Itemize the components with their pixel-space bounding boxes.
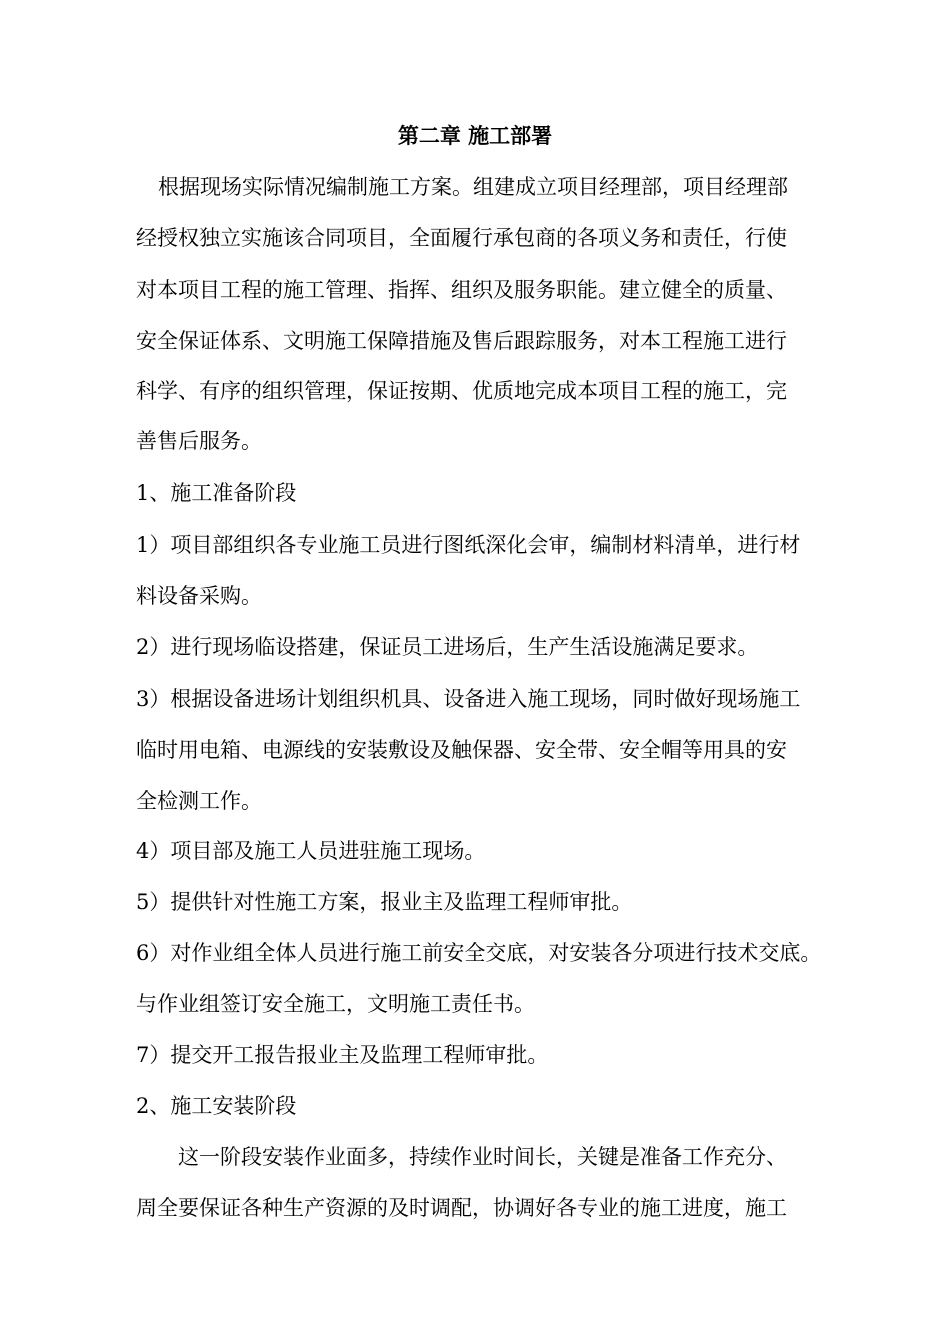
list-item: 4）项目部及施工人员进驻施工现场。 (136, 839, 486, 863)
list-item: 6）对作业组全体人员进行施工前安全交底，对安装各分项进行技术交底。 (136, 941, 822, 965)
paragraph-line: 这一阶段安装作业面多，持续作业时间长，关键是准备工作充分、 (178, 1145, 787, 1169)
paragraph-line: 安全保证体系、文明施工保障措施及售后跟踪服务，对本工程施工进行 (136, 329, 787, 353)
list-item: 1）项目部组织各专业施工员进行图纸深化会审，编制材料清单，进行材 (136, 533, 801, 557)
paragraph-line: 根据现场实际情况编制施工方案。组建成立项目经理部，项目经理部 (158, 175, 788, 199)
section-heading: 1、施工准备阶段 (136, 481, 297, 505)
list-item-continuation: 料设备采购。 (136, 584, 262, 608)
paragraph-line: 善售后服务。 (136, 429, 262, 453)
paragraph-line: 周全要保证各种生产资源的及时调配，协调好各专业的施工进度，施工 (136, 1196, 787, 1220)
list-item-continuation: 全检测工作。 (136, 789, 262, 813)
list-item-continuation: 与作业组签订安全施工，文明施工责任书。 (136, 992, 535, 1016)
list-item: 7）提交开工报告报业主及监理工程师审批。 (136, 1043, 549, 1067)
chapter-title: 第二章 施工部署 (397, 123, 553, 148)
list-item: 5）提供针对性施工方案，报业主及监理工程师审批。 (136, 890, 633, 914)
list-item: 3）根据设备进场计划组织机具、设备进入施工现场，同时做好现场施工 (136, 687, 801, 711)
paragraph-line: 经授权独立实施该合同项目，全面履行承包商的各项义务和责任，行使 (136, 226, 787, 250)
paragraph-line: 科学、有序的组织管理，保证按期、优质地完成本项目工程的施工，完 (136, 379, 787, 403)
paragraph-line: 对本项目工程的施工管理、指挥、组织及服务职能。建立健全的质量、 (136, 278, 787, 302)
list-item-continuation: 临时用电箱、电源线的安装敷设及触保器、安全带、安全帽等用具的安 (136, 738, 787, 762)
section-heading: 2、施工安装阶段 (136, 1094, 297, 1118)
list-item: 2）进行现场临设搭建，保证员工进场后，生产生活设施满足要求。 (136, 635, 759, 659)
